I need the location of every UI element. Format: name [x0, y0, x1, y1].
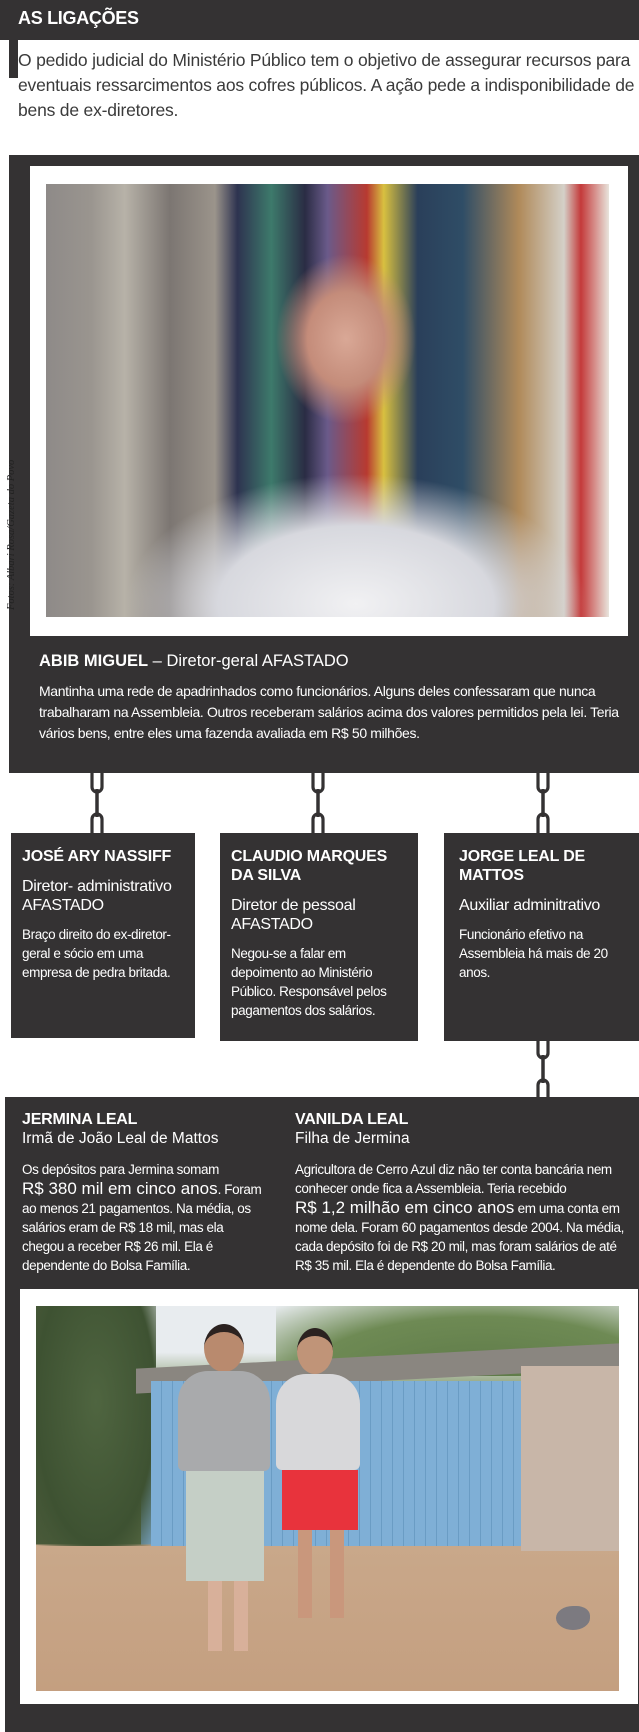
main-name: ABIB MIGUEL	[39, 652, 149, 670]
person-description: Braço direito do ex-diretor-geral e sócio em uma empresa de pedra britada.	[22, 927, 171, 980]
person-card	[220, 833, 418, 1041]
relative-description	[295, 1160, 635, 1275]
main-name-line	[39, 652, 349, 671]
desc-text: em uma conta em nome dela. Foram 60 pagamentos desde 2004. Na média, cada depósito foi de R$ 20 mil, mas foram salários de até R$ 35 mil. Ela é dependente do Bolsa Família.	[295, 1201, 624, 1273]
amount-highlight: R$ 1,2 milhão em cinco anos	[295, 1198, 515, 1217]
amount-highlight: R$ 380 mil em cinco anos	[22, 1179, 218, 1198]
person-description: Negou-se a falar em depoimento ao Ministério Público. Responsável pelos pagamentos dos salários.	[231, 946, 387, 1018]
desc-text: Os depósitos para Jermina somam	[22, 1162, 219, 1177]
main-description: Mantinha uma rede de apadrinhados como funcionários. Alguns deles confessaram que nunca trabalharam na Assembleia. Outros receberam salários acima dos valores permitidos pela lei. Teria vários bens, entre eles uma fazenda avaliada em R$ 50 milhões.	[39, 683, 619, 741]
header-accent	[9, 40, 18, 78]
relative-name: VANILDA LEAL	[295, 1111, 409, 1128]
main-role: Diretor-geral AFASTADO	[166, 652, 349, 670]
chain-link-icon	[310, 773, 326, 833]
person-role: Diretor de pessoal AFASTADO	[231, 897, 356, 933]
person-card	[444, 833, 639, 1041]
person-name: JOSÉ ARY NASSIFF	[22, 848, 172, 865]
person-role: Auxiliar adminitrativo	[459, 897, 601, 914]
relative-jermina	[22, 1111, 262, 1275]
relatives-card	[5, 1097, 639, 1732]
page-title: AS LIGAÇÕES	[18, 8, 139, 28]
name-separator: –	[148, 652, 167, 670]
relative-name: JERMINA LEAL	[22, 1111, 138, 1128]
main-profile-card	[6, 155, 639, 773]
relative-description	[22, 1160, 262, 1275]
person-name: JORGE LEAL DE MATTOS	[459, 848, 586, 884]
relatives-photo	[36, 1306, 619, 1691]
relative-vanilda	[295, 1111, 635, 1275]
person-name: CLAUDIO MARQUES DA SILVA	[231, 848, 388, 884]
person-card	[11, 833, 195, 1038]
main-photo	[46, 184, 609, 617]
chain-link-icon	[89, 773, 105, 833]
person-description: Funcionário efetivo na Assembleia há mais de 20 anos.	[459, 927, 608, 980]
main-photo-frame	[30, 166, 628, 636]
relative-relation: Filha de Jermina	[295, 1130, 410, 1147]
person-role: Diretor- administrativo AFASTADO	[22, 878, 172, 914]
relatives-photo-frame	[20, 1289, 638, 1704]
desc-text: . Foram ao menos 21 pagamentos. Na média, os salários eram de R$ 18 mil, mas ela chegou a receber R$ 26 mil. Ela é dependente do Bolsa Família.	[22, 1182, 262, 1273]
chain-link-icon	[535, 1041, 551, 1097]
photo-credit: Fotos: Albari Rosa/Gazeta do Povo	[6, 459, 17, 610]
desc-text: Agricultora de Cerro Azul diz não ter conta bancária nem conhecer onde fica a Assembleia. Teria recebido	[295, 1162, 612, 1196]
relative-relation: Irmã de João Leal de Mattos	[22, 1130, 219, 1147]
chain-link-icon	[535, 773, 551, 833]
header-bar	[0, 0, 639, 40]
intro-text: O pedido judicial do Ministério Público tem o objetivo de assegurar recursos para eventuais ressarcimentos aos cofres públicos. A ação pede a indisponibilidade de bens de ex-diretores.	[18, 50, 635, 120]
